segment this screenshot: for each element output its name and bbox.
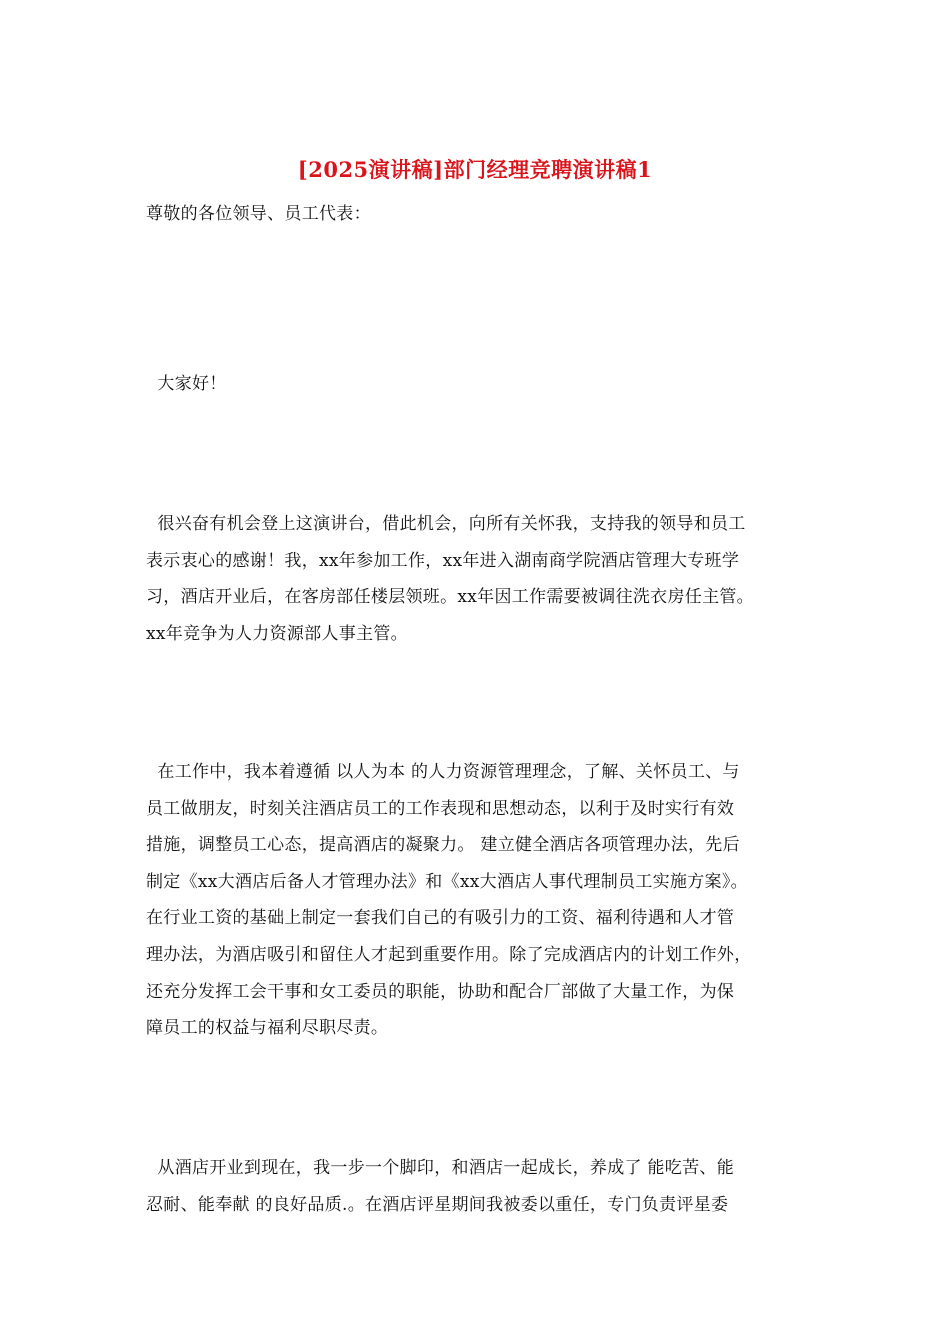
paragraph-line: 表示衷心的感谢！我，xx年参加工作，xx年进入湖南商学院酒店管理大专班学: [146, 550, 740, 571]
paragraph-3: [146, 1150, 816, 1223]
greeting: [146, 366, 816, 403]
paragraph-line: 在工作中，我本着遵循 以人为本 的人力资源管理理念，了解、关怀员工、与: [146, 762, 740, 782]
paragraph-line: 员工做朋友，时刻关注酒店员工的工作表现和思想动态，以利于及时实行有效: [146, 798, 735, 819]
paragraph-line: 从酒店开业到现在，我一步一个脚印，和酒店一起成长，养成了 能吃苦、能: [146, 1158, 735, 1178]
paragraph-line: 忍耐、能奉献 的良好品质.。在酒店评星期间我被委以重任，专门负责评星委: [146, 1194, 729, 1215]
paragraph-2: [146, 754, 816, 1047]
paragraph-line: 很兴奋有机会登上这演讲台，借此机会，向所有关怀我，支持我的领导和员工: [146, 514, 746, 534]
paragraph-1: [146, 506, 816, 652]
paragraph-line: 措施，调整员工心态，提高酒店的凝聚力。 建立健全酒店各项管理办法，先后: [146, 835, 740, 856]
salutation-text: 尊敬的各位领导、员工代表：: [146, 204, 371, 224]
salutation: [146, 196, 816, 233]
paragraph-line: 在行业工资的基础上制定一套我们自己的有吸引力的工资、福利待遇和人才管: [146, 908, 735, 929]
paragraph-line: 理办法，为酒店吸引和留住人才起到重要作用。除了完成酒店内的计划工作外，: [146, 944, 752, 965]
paragraph-line: 还充分发挥工会干事和女工委员的职能，协助和配合厂部做了大量工作，为保: [146, 981, 735, 1002]
paragraph-line: 习，酒店开业后，在客房部任楼层领班。xx年因工作需要被调往洗衣房任主管。: [146, 587, 754, 608]
paragraph-line: xx年竞争为人力资源部人事主管。: [146, 623, 408, 644]
paragraph-line: 障员工的权益与福利尽职尽责。: [146, 1018, 389, 1039]
paragraph-line: 制定《xx大酒店后备人才管理办法》和《xx大酒店人事代理制员工实施方案》。: [146, 871, 748, 892]
document-title: [2025演讲稿]部门经理竞聘演讲稿1: [297, 157, 653, 182]
greeting-text: 大家好！: [146, 374, 227, 394]
